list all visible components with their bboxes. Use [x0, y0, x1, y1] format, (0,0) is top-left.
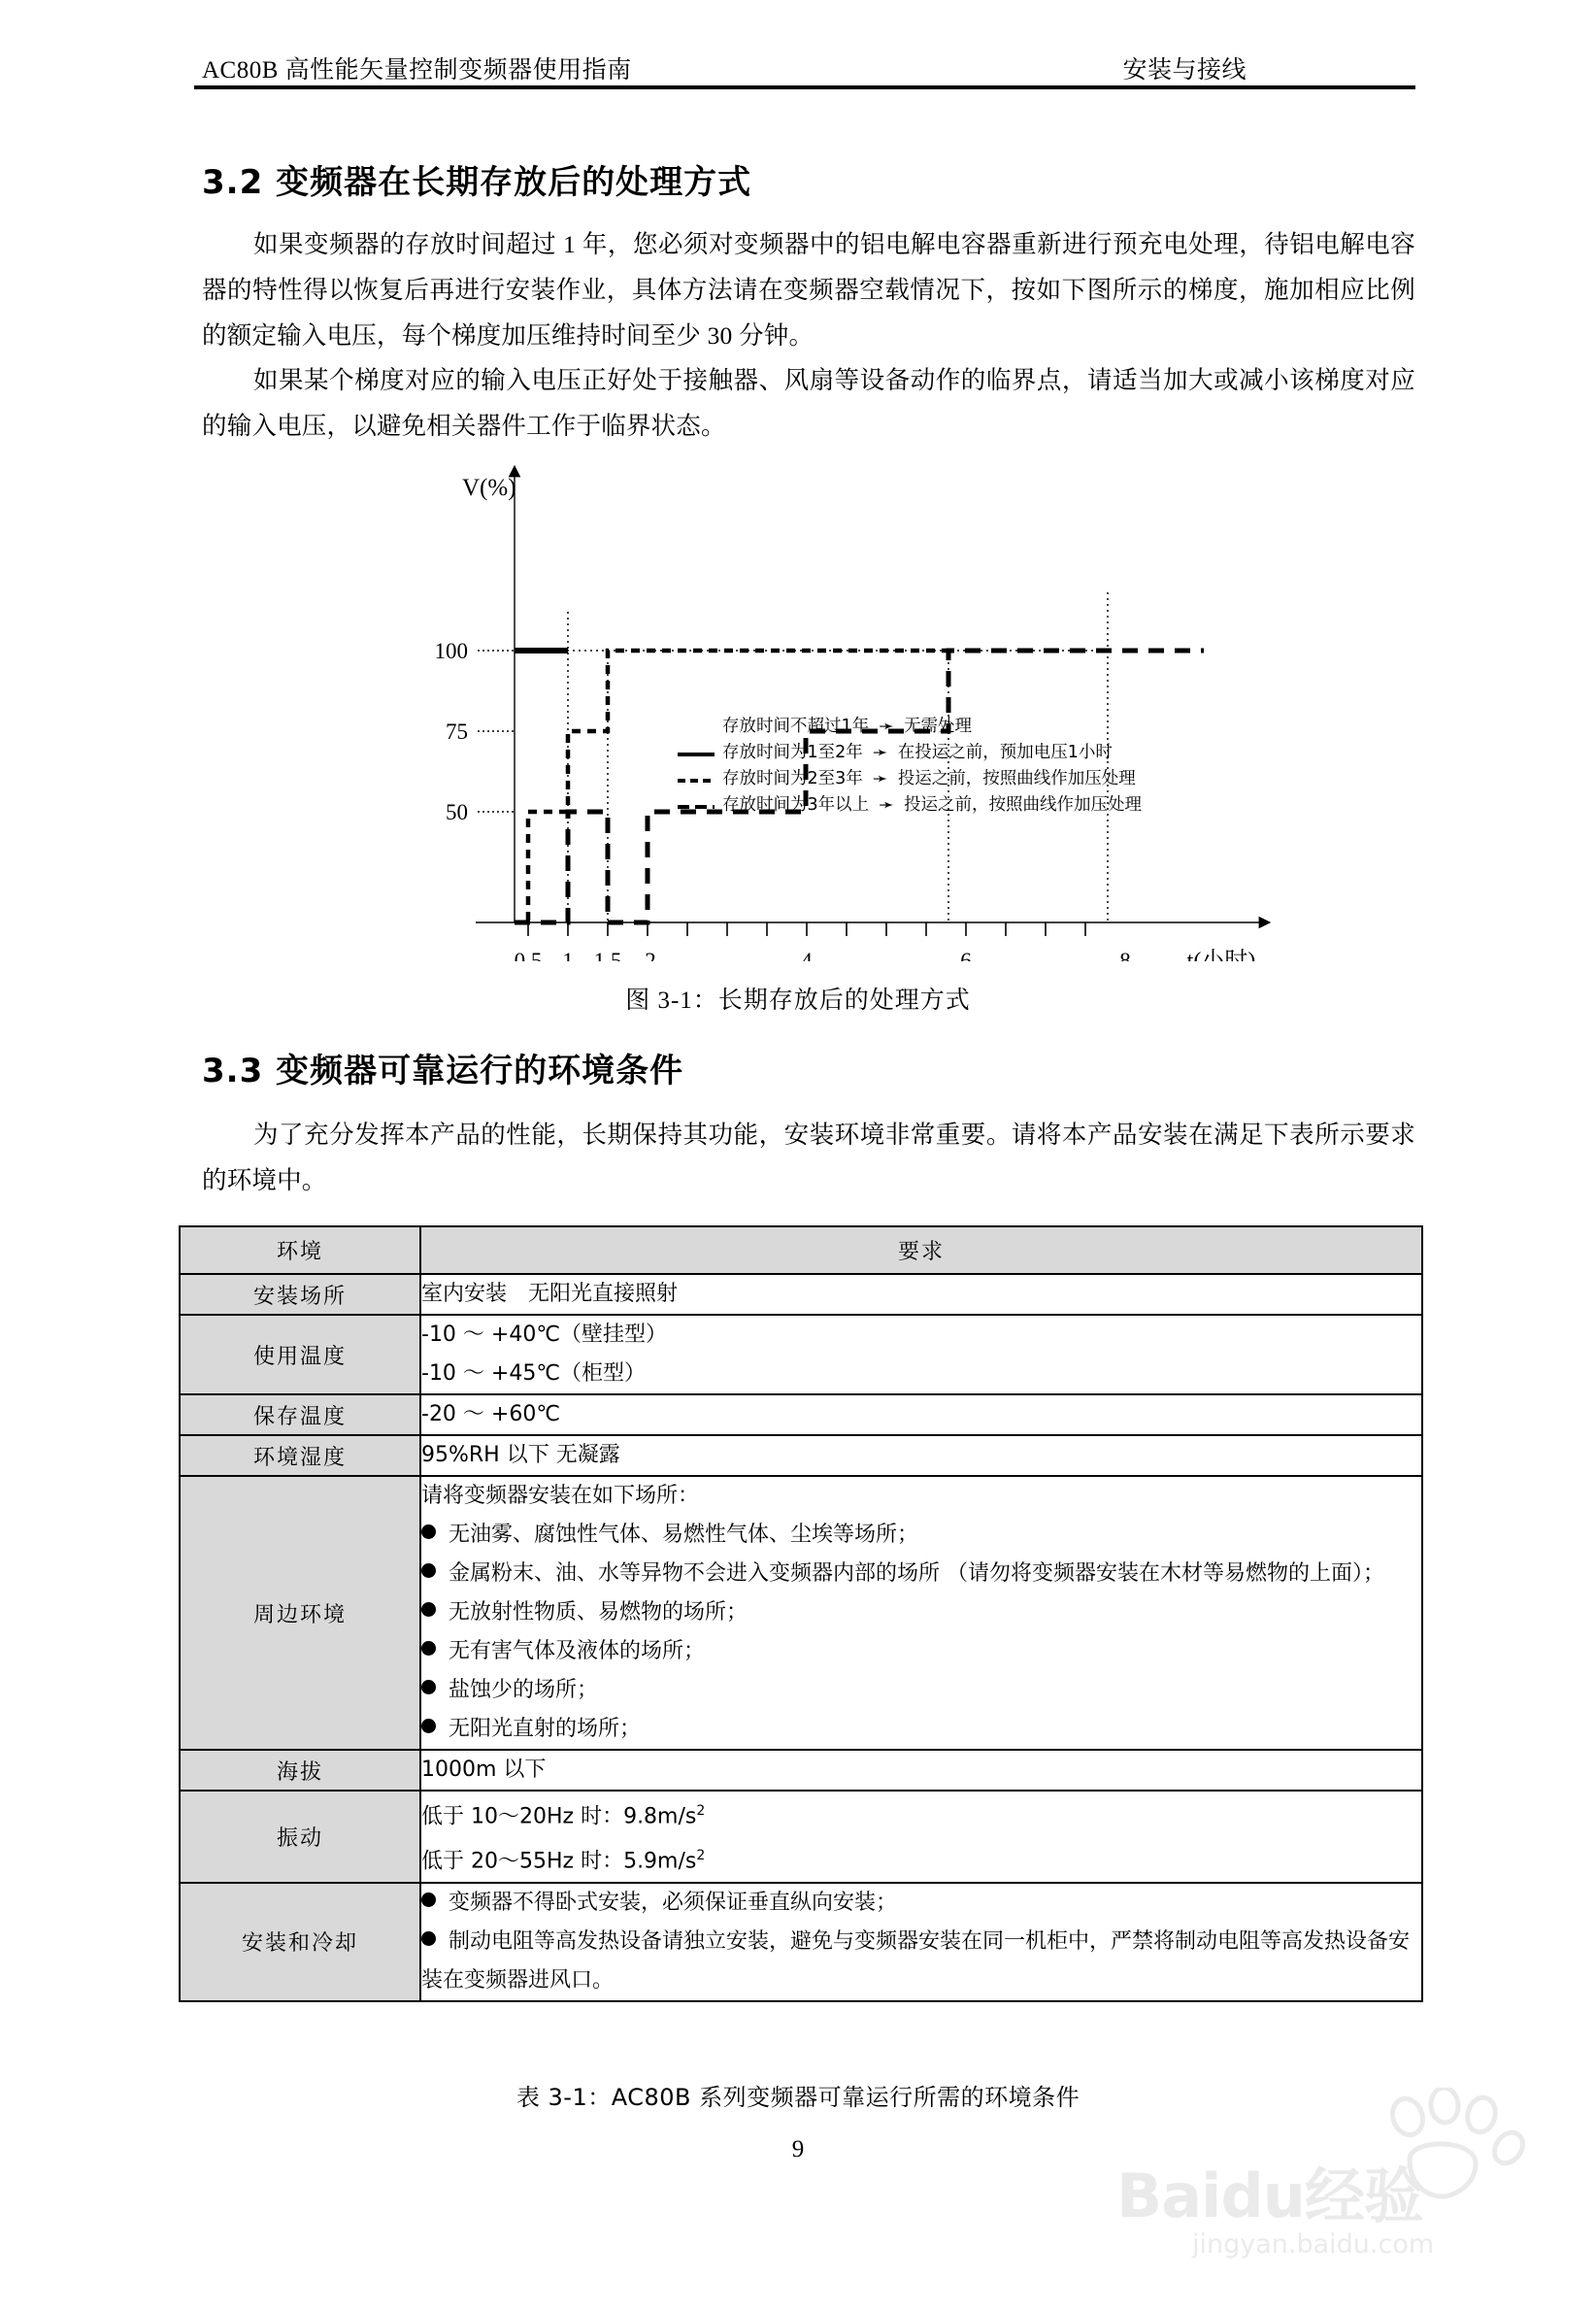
- section-heading-3-3: 3.3 变频器可靠运行的环境条件: [202, 1052, 684, 1090]
- arrow-right-icon: ➛: [879, 794, 895, 816]
- table-row: [180, 1883, 1422, 2001]
- bullet-text: 无放射性物质、易燃物的场所；: [449, 1600, 748, 1624]
- environment-table-wrapper: [179, 1225, 1423, 2002]
- x-axis-label: t(小时): [1186, 949, 1256, 961]
- x-tick-1: 1: [562, 949, 574, 961]
- legend-label: 存放时间为3年以上: [722, 795, 870, 815]
- arrow-right-icon: ➛: [872, 742, 888, 763]
- header-title-left: AC80B 高性能矢量控制变频器使用指南: [202, 57, 632, 84]
- bullet-item: [421, 1555, 1421, 1593]
- legend-label: 存放时间为1至2年: [722, 743, 863, 762]
- bullet-icon: [421, 1641, 436, 1656]
- x-tick-2: 2: [645, 949, 656, 961]
- row-value-operating-temperature: [420, 1315, 1422, 1394]
- table-row: [180, 1274, 1422, 1315]
- value-line: -10 ～ +45℃（柜型）: [421, 1361, 647, 1386]
- section-3-3-paragraph-1: 为了充分发挥本产品的性能，长期保持其功能，安装环境非常重要。请将本产品安装在满足下表所示要求的环境中。: [202, 1121, 1415, 1194]
- watermark-sub-text: jingyan.baidu.com: [1192, 2229, 1435, 2260]
- legend-row: [675, 714, 1142, 740]
- row-value-install-location: 室内安装 无阳光直接照射: [420, 1274, 1422, 1315]
- bullet-text: 无阳光直射的场所；: [449, 1717, 642, 1741]
- bullet-icon: [421, 1563, 436, 1578]
- table-header-requirement: 要求: [420, 1226, 1422, 1274]
- row-value-storage-temperature: -20 ～ +60℃: [420, 1394, 1422, 1435]
- section-3-2-paragraph-2: 如果某个梯度对应的输入电压正好处于接触器、风扇等设备动作的临界点，请适当加大或减小该梯度对应的输入电压，以避免相关器件工作于临界状态。: [202, 366, 1415, 440]
- table-row: [180, 1394, 1422, 1435]
- bullet-text: 盐蚀少的场所；: [449, 1678, 599, 1702]
- row-key-installation-cooling: 安装和冷却: [180, 1883, 420, 2001]
- table-row: [180, 1791, 1422, 1883]
- arrow-right-icon: ➛: [879, 716, 895, 737]
- x-tick-4: 4: [801, 949, 813, 961]
- legend-description: 无需处理: [904, 717, 973, 736]
- row-key-install-location: 安装场所: [180, 1274, 420, 1315]
- legend-description: 投运之前，按照曲线作加压处理: [897, 769, 1136, 788]
- x-tick-6: 6: [960, 949, 972, 961]
- value-line: [421, 1836, 1421, 1881]
- section-3-2-paragraph-1: 如果变频器的存放时间超过 1 年，您必须对变频器中的铝电解电容器重新进行预充电处理，待铝电解电容器的特性得以恢复后再进行安装作业，具体方法请在变频器空载情况下，按如下图所示的梯度，施加相应比例的额定输入电压，每个梯度加压维持时间至少 30 分钟。: [202, 230, 1415, 350]
- x-tick-0-5: 0.5: [514, 949, 543, 961]
- arrow-right-icon: ➛: [872, 768, 888, 789]
- figure-legend: [675, 714, 1142, 819]
- bullet-icon: [421, 1719, 436, 1733]
- figure-caption: 图 3-1：长期存放后的处理方式: [625, 988, 971, 1014]
- value-text: 低于 10～20Hz 时：9.8m/s: [421, 1804, 697, 1829]
- bullet-text: 变频器不得卧式安装，必须保证垂直纵向安装；: [449, 1890, 898, 1915]
- table-header-row: [180, 1226, 1422, 1274]
- environment-table: [179, 1225, 1423, 2002]
- exponent: 2: [696, 1848, 706, 1864]
- y-axis-label: V(%): [462, 475, 516, 501]
- bullet-icon: [421, 1524, 436, 1539]
- header-rule: [194, 85, 1415, 89]
- bullet-icon: [421, 1602, 436, 1617]
- legend-row: [675, 740, 1142, 766]
- value-text: 低于 20～55Hz 时：5.9m/s: [421, 1849, 697, 1874]
- table-row: [180, 1476, 1422, 1750]
- table-caption: 表 3-1：AC80B 系列变频器可靠运行所需的环境条件: [515, 2084, 1081, 2111]
- table-row: [180, 1435, 1422, 1476]
- legend-description: 在投运之前，预加电压1小时: [897, 743, 1113, 762]
- table-header-environment: 环境: [180, 1226, 420, 1274]
- bullet-text: 金属粉末、油、水等异物不会进入变频器内部的场所 （请勿将变频器安装在木材等易燃物的上面）；: [449, 1561, 1384, 1586]
- y-tick-100: 100: [434, 639, 468, 663]
- bullet-text: 无油雾、腐蚀性气体、易燃性气体、尘埃等场所；: [449, 1523, 919, 1547]
- legend-description: 投运之前，按照曲线作加压处理: [904, 795, 1143, 815]
- page-number: 9: [791, 2136, 805, 2162]
- legend-sample-dashed-small: [675, 773, 717, 787]
- row-value-surrounding-environment: [420, 1476, 1422, 1750]
- header-title-right: 安装与接线: [1122, 57, 1247, 84]
- legend-row: [675, 766, 1142, 792]
- value-line: -10 ～ +40℃（壁挂型）: [421, 1323, 668, 1347]
- row-value-altitude: 1000m 以下: [420, 1750, 1422, 1791]
- table-row: [180, 1750, 1422, 1791]
- row-value-vibration: [420, 1791, 1422, 1883]
- bullet-text: 制动电阻等高发热设备请独立安装，避免与变频器安装在同一机柜中，严禁将制动电阻等高发热设备安装在变频器进风口。: [421, 1928, 1411, 1993]
- row-key-humidity: 环境湿度: [180, 1435, 420, 1476]
- bullet-item: [421, 1671, 1421, 1710]
- figure-3-1: [417, 456, 1291, 961]
- bullet-item: [421, 1884, 1421, 1923]
- y-tick-50: 50: [446, 800, 468, 824]
- running-header: [202, 50, 1413, 85]
- row-key-operating-temperature: 使用温度: [180, 1315, 420, 1394]
- bullet-icon: [421, 1892, 436, 1907]
- figure-3-1-svg: [417, 456, 1291, 961]
- bullet-icon: [421, 1931, 436, 1946]
- legend-row: [675, 792, 1142, 819]
- bullet-item: [421, 1593, 1421, 1632]
- value-intro: 请将变频器安装在如下场所：: [421, 1484, 700, 1508]
- exponent: 2: [696, 1803, 706, 1819]
- legend-sample-dashed-large: [675, 799, 717, 813]
- bullet-item: [421, 1710, 1421, 1749]
- watermark-main-text: Baidu经验: [1116, 2160, 1423, 2231]
- row-key-surrounding-environment: 周边环境: [180, 1476, 420, 1750]
- bullet-text: 无有害气体及液体的场所；: [449, 1639, 706, 1663]
- row-key-vibration: 振动: [180, 1791, 420, 1883]
- legend-sample-solid: [675, 747, 717, 760]
- x-tick-8: 8: [1119, 949, 1131, 961]
- bullet-item: [421, 1516, 1421, 1555]
- row-value-humidity: 95%RH 以下 无凝露: [420, 1435, 1422, 1476]
- x-tick-1-5: 1.5: [593, 949, 622, 961]
- legend-sample-none: [675, 720, 717, 734]
- bullet-icon: [421, 1680, 436, 1694]
- value-line: [421, 1792, 1421, 1836]
- row-value-installation-cooling: [420, 1883, 1422, 2001]
- bullet-item: [421, 1632, 1421, 1671]
- bullet-item: [421, 1923, 1421, 2000]
- section-heading-3-2: 3.2 变频器在长期存放后的处理方式: [202, 163, 752, 202]
- y-tick-75: 75: [446, 720, 468, 744]
- row-key-altitude: 海拔: [180, 1750, 420, 1791]
- watermark: [1099, 2088, 1555, 2272]
- table-row: [180, 1315, 1422, 1394]
- row-key-storage-temperature: 保存温度: [180, 1394, 420, 1435]
- legend-label: 存放时间为2至3年: [722, 769, 863, 788]
- legend-label: 存放时间不超过1年: [722, 717, 870, 736]
